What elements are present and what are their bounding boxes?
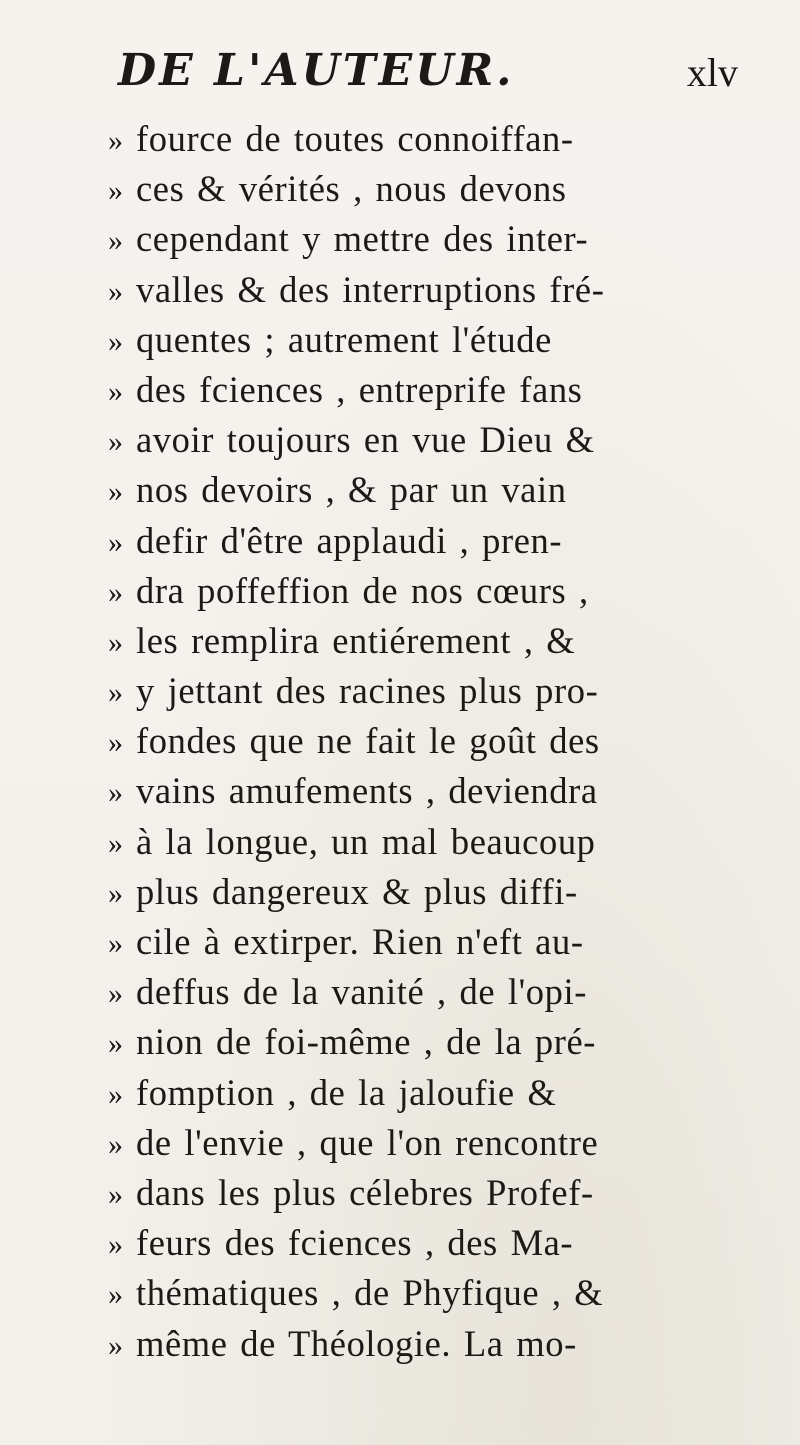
line-text: feurs des fciences , des Ma- bbox=[136, 1222, 574, 1264]
quote-mark: » bbox=[108, 174, 123, 208]
line-text: fondes que ne fait le goût des bbox=[136, 720, 600, 762]
line-text: vains amufements , deviendra bbox=[136, 770, 598, 812]
text-line bbox=[108, 1321, 748, 1371]
quote-mark: » bbox=[108, 1027, 123, 1061]
quote-mark: » bbox=[108, 324, 123, 358]
line-text: nion de foi-même , de la pré- bbox=[136, 1021, 597, 1063]
quote-mark: » bbox=[108, 776, 123, 810]
line-text: thématiques , de Phyfique , & bbox=[136, 1272, 604, 1314]
line-text: plus dangereux & plus diffi- bbox=[136, 870, 578, 912]
line-text: fource de toutes connoiffan- bbox=[136, 118, 574, 159]
text-line bbox=[108, 568, 748, 618]
running-head: DE L'AUTEUR. bbox=[118, 45, 515, 96]
text-line bbox=[108, 317, 748, 367]
page-header bbox=[118, 45, 738, 105]
text-line bbox=[108, 116, 748, 166]
line-text: des fciences , entreprife fans bbox=[136, 368, 583, 410]
line-text: defir d'être applaudi , pren- bbox=[136, 519, 563, 561]
quote-mark: » bbox=[108, 575, 123, 609]
line-text: deffus de la vanité , de l'opi- bbox=[136, 971, 587, 1013]
text-line bbox=[108, 417, 748, 467]
line-text: cependant y mettre des inter- bbox=[136, 218, 589, 260]
quote-mark: » bbox=[108, 726, 123, 760]
quote-mark: » bbox=[108, 1177, 123, 1211]
line-text: les remplira entiérement , & bbox=[136, 619, 576, 661]
quote-mark: » bbox=[108, 425, 123, 459]
text-line bbox=[108, 819, 748, 869]
quote-mark: » bbox=[108, 826, 123, 860]
text-line bbox=[108, 518, 748, 568]
line-text: ces & vérités , nous devons bbox=[136, 168, 567, 210]
text-line bbox=[108, 919, 748, 969]
text-line bbox=[108, 267, 748, 317]
quote-mark: » bbox=[108, 224, 123, 258]
quote-mark: » bbox=[108, 1077, 123, 1111]
quote-mark: » bbox=[108, 1278, 123, 1312]
quote-mark: » bbox=[108, 927, 123, 960]
line-text: dra poffeffion de nos cœurs , bbox=[136, 569, 589, 611]
quote-mark: » bbox=[108, 676, 123, 710]
quote-mark: » bbox=[108, 977, 123, 1011]
quote-mark: » bbox=[108, 374, 123, 408]
quote-mark: » bbox=[108, 525, 123, 559]
text-line bbox=[108, 718, 748, 768]
line-text: à la longue, un mal beaucoup bbox=[136, 820, 596, 862]
text-line bbox=[108, 1019, 748, 1069]
quote-mark: » bbox=[108, 625, 123, 659]
text-line bbox=[108, 668, 748, 718]
quote-mark: » bbox=[108, 1228, 123, 1262]
line-text: avoir toujours en vue Dieu & bbox=[136, 419, 595, 461]
line-text: même de Théologie. La mo- bbox=[136, 1322, 577, 1364]
line-text: nos devoirs , & par un vain bbox=[136, 469, 567, 511]
text-line bbox=[108, 467, 748, 517]
quote-mark: » bbox=[108, 274, 123, 308]
quote-mark: » bbox=[108, 876, 123, 910]
text-line bbox=[108, 166, 748, 216]
text-line bbox=[108, 367, 748, 417]
text-line bbox=[108, 768, 748, 818]
text-line bbox=[108, 1070, 748, 1120]
line-text: y jettant des racines plus pro- bbox=[136, 670, 599, 712]
text-line bbox=[108, 969, 748, 1019]
line-text: quentes ; autrement l'étude bbox=[136, 318, 552, 360]
text-line bbox=[108, 1270, 748, 1320]
quote-mark: » bbox=[108, 1127, 123, 1161]
text-line bbox=[108, 869, 748, 919]
text-line bbox=[108, 1120, 748, 1170]
text-line bbox=[108, 1170, 748, 1220]
quote-mark: » bbox=[108, 124, 123, 157]
text-line bbox=[108, 618, 748, 668]
line-text: dans les plus célebres Profef- bbox=[136, 1171, 594, 1213]
line-text: cile à extirper. Rien n'eft au- bbox=[136, 921, 584, 962]
page-number: xlv bbox=[686, 50, 738, 95]
text-line bbox=[108, 1220, 748, 1270]
text-line bbox=[108, 216, 748, 266]
line-text: valles & des interruptions fré- bbox=[136, 268, 605, 310]
line-text: de l'envie , que l'on rencontre bbox=[136, 1121, 599, 1163]
quote-mark: » bbox=[108, 1328, 123, 1362]
line-text: fomption , de la jaloufie & bbox=[136, 1071, 557, 1113]
quote-mark: » bbox=[108, 475, 123, 509]
body-text bbox=[108, 116, 748, 1371]
